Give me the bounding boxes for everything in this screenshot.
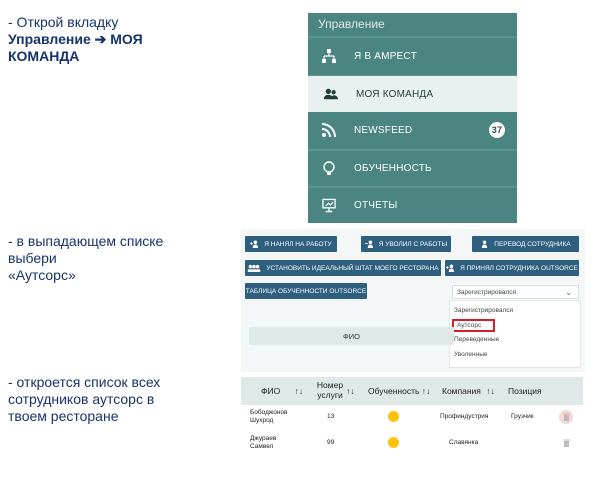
status-filter-value: Зарегистрировался	[457, 288, 517, 296]
trash-icon	[563, 439, 570, 447]
hired-button-label: Я НАНЯЛ НА РАБОТУ	[264, 240, 332, 248]
sidebar-item-moya-komanda[interactable]	[308, 76, 517, 112]
accept-outsorce-button-label: Я ПРИНЯЛ СОТРУДНИКА OUTSORCE	[460, 264, 578, 272]
column-header-company-label: Компания	[442, 386, 481, 396]
transfer-user-icon	[480, 240, 489, 248]
chevron-down-icon: ⌄	[565, 288, 572, 297]
column-header-training[interactable]	[368, 386, 430, 396]
instruction-step1-target-cont: КОМАНДА	[8, 48, 80, 64]
rss-icon	[322, 123, 336, 137]
sort-icon[interactable]: ↑↓	[294, 386, 304, 396]
team-icon	[324, 87, 338, 101]
column-header-position[interactable]: Позиция	[508, 386, 542, 396]
instruction-step2	[8, 233, 208, 284]
accept-outsorce-button[interactable]	[445, 260, 579, 276]
employee-first-name: Самвел	[250, 443, 274, 450]
dropdown-option-fired[interactable]: Уволенные	[454, 351, 488, 358]
status-filter-dropdown	[449, 300, 581, 368]
training-status-dot	[388, 411, 399, 422]
delete-button[interactable]	[559, 410, 573, 424]
table-header-fio[interactable]	[249, 327, 454, 345]
lightbulb-icon	[322, 161, 336, 175]
sidebar-item-obuchennost[interactable]	[308, 151, 517, 185]
transfer-button[interactable]	[472, 236, 579, 252]
employee-number: 99	[327, 439, 335, 446]
fired-button-label: Я УВОЛИЛ С РАБОТЫ	[378, 240, 448, 248]
employee-position: Грузчик	[511, 413, 534, 420]
staff-table	[241, 377, 583, 457]
sidebar-item-ya-v-ampect[interactable]	[308, 39, 517, 73]
dropdown-option-registered[interactable]: Зарегистрировался	[454, 307, 514, 314]
column-header-fio[interactable]	[261, 386, 303, 396]
training-table-button[interactable]	[245, 283, 367, 299]
employee-number: 13	[327, 413, 335, 420]
instruction-step2-line1: - в выпадающем списке	[8, 233, 164, 249]
table-row-name[interactable]	[250, 409, 288, 425]
sidebar-item-label: NEWSFEED	[354, 124, 413, 136]
instruction-step3-line3: твоем ресторане	[8, 408, 119, 424]
newsfeed-count-badge: 37	[489, 122, 505, 138]
trash-icon	[563, 413, 570, 421]
column-header-number[interactable]	[315, 380, 345, 400]
instruction-step1-arrow: ➔	[94, 31, 107, 47]
add-user-icon	[250, 240, 259, 248]
table-header-fio-label: ФИО	[343, 331, 360, 341]
column-header-fio-label: ФИО	[261, 386, 281, 396]
sidebar-item-label: Я В AMPECT	[354, 50, 418, 62]
employee-last-name: Джураев	[250, 435, 277, 442]
column-header-number-label-2: услуги	[317, 390, 343, 400]
sidebar-item-label: ОТЧЕТЫ	[354, 199, 398, 211]
hired-button[interactable]	[245, 236, 337, 252]
instruction-step1-path	[8, 31, 208, 48]
training-table-button-label: ТАБЛИЦА ОБУЧЕННОСТИ OUTSORCE	[245, 287, 367, 295]
delete-button[interactable]	[559, 436, 573, 450]
instruction-step2-line3: «Аутсорс»	[8, 267, 76, 283]
sidebar-section-title: Управление	[318, 17, 385, 31]
sidebar-menu	[308, 13, 517, 223]
employee-last-name: Бободжонов	[250, 409, 288, 416]
org-chart-icon	[322, 49, 336, 63]
presentation-icon	[322, 198, 336, 212]
remove-user-icon	[365, 240, 374, 248]
training-status-dot	[388, 437, 399, 448]
add-user-icon	[446, 264, 455, 272]
ideal-staff-button-label: УСТАНОВИТЬ ИДЕАЛЬНЫЙ ШТАТ МОЕГО РЕСТОРАНА	[266, 264, 439, 272]
transfer-button-label: ПЕРЕВОД СОТРУДНИКА	[494, 240, 571, 248]
instruction-step1-prefix: - Открой вкладку	[8, 14, 119, 30]
sidebar-item-otchety[interactable]	[308, 188, 517, 222]
sidebar-divider	[308, 36, 517, 38]
number-sort-icon[interactable]: ↑↓	[346, 386, 355, 396]
group-icon	[247, 264, 261, 272]
column-header-company[interactable]	[442, 386, 495, 396]
ideal-staff-button[interactable]	[245, 260, 441, 276]
sidebar-item-newsfeed[interactable]	[308, 113, 517, 147]
dropdown-option-outsource[interactable]: Аутсорс	[452, 319, 495, 332]
column-header-training-label: Обученность	[368, 386, 420, 396]
table-row-name[interactable]	[250, 435, 276, 451]
sidebar-item-label: МОЯ КОМАНДА	[356, 88, 434, 100]
instruction-step3-line2: сотрудников аутсорс в	[8, 391, 155, 407]
instruction-step3-line1: - откроется список всех	[8, 374, 161, 390]
instruction-step3	[8, 374, 208, 425]
employee-company: Славянка	[449, 439, 479, 446]
employee-first-name: Шухрод	[250, 417, 274, 424]
instruction-step1-target: МОЯ	[110, 31, 143, 47]
sort-icon[interactable]: ↑↓	[421, 386, 431, 396]
sort-icon[interactable]: ↑↓	[486, 386, 495, 396]
column-header-number-label: Номер	[316, 380, 344, 390]
instruction-step1-menu: Управление	[8, 31, 91, 47]
instruction-step2-line2: выбери	[8, 250, 57, 266]
instruction-step1	[8, 14, 208, 65]
fired-button[interactable]	[361, 236, 451, 252]
status-filter-select[interactable]	[452, 285, 579, 299]
employee-company: Профиндустрия	[440, 413, 489, 420]
sidebar-item-label: ОБУЧЕННОСТЬ	[354, 162, 432, 174]
team-actions-panel	[241, 229, 585, 372]
dropdown-option-transferred[interactable]: Переведенные	[454, 336, 500, 343]
